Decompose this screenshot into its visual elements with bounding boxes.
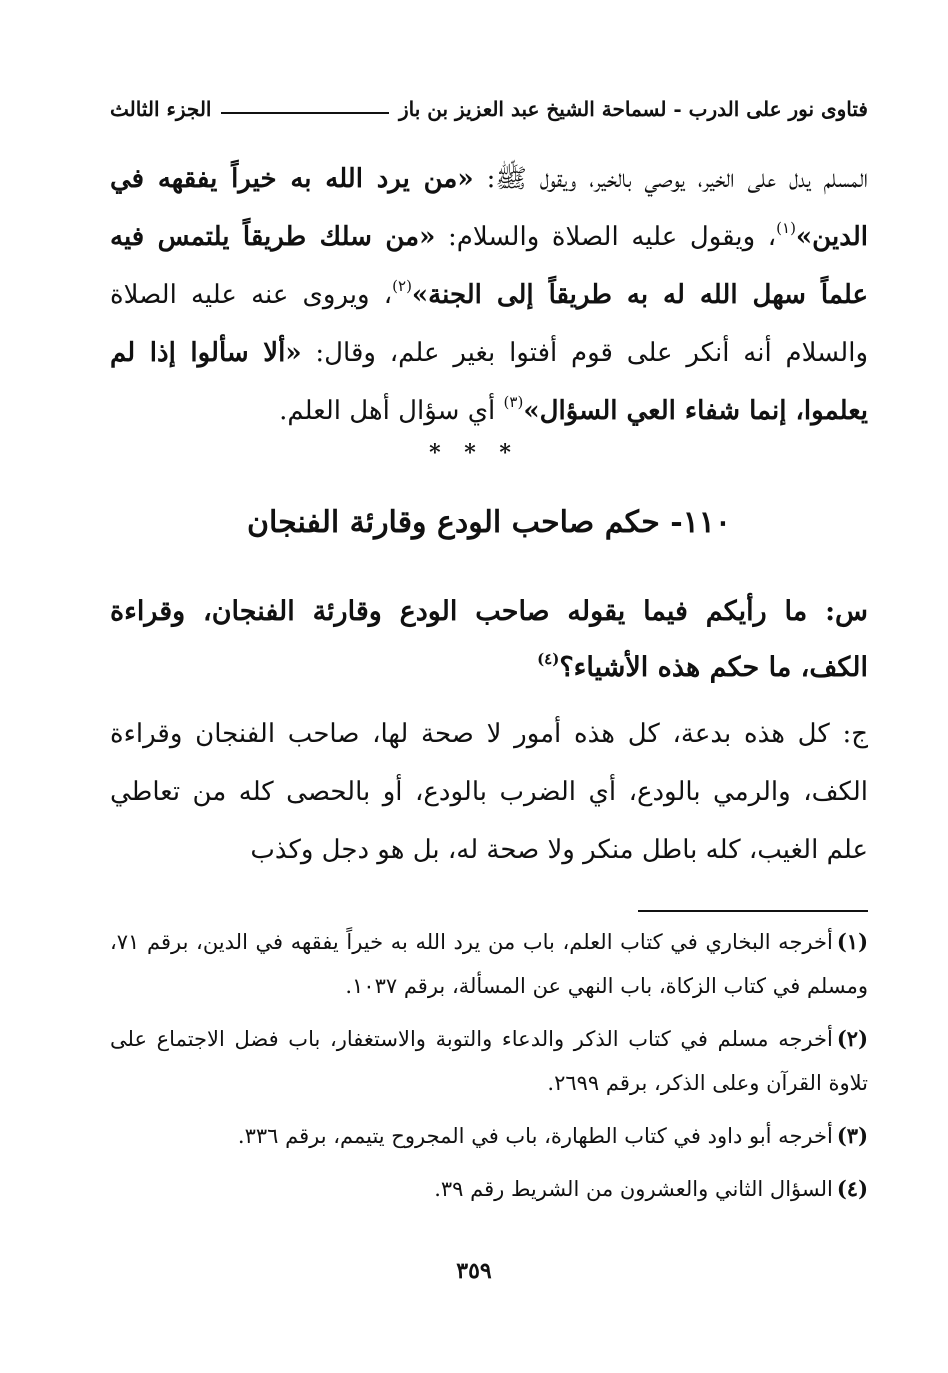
footnotes-list (110, 920, 868, 1220)
footnote-number: (١) (836, 929, 868, 954)
text-segment: ، ويروى عنه عليه الصلاة والسلام أنه أنكر على قوم أفتوا بغير علم، وقال: (110, 280, 868, 368)
section-separator: * * * (429, 440, 519, 466)
answer-text: ج: كل هذه بدعة، كل هذه أمور لا صحة لها، صاحب الفنجان وقراءة الكف، والرمي بالودع، أي الضرب بالودع، أو بالحصى كله من تعاطي علم الغيب، كله باطل منكر ولا صحة له، بل هو دجل وكذب (110, 719, 868, 865)
footnote-item (110, 1167, 868, 1211)
header-part: الجزء الثالث (110, 97, 212, 121)
text-segment: أي سؤال أهل العلم. (279, 396, 504, 426)
running-header (110, 92, 868, 126)
footnote-item (110, 1017, 868, 1105)
text-segment: ، ويقول عليه الصلاة والسلام: (435, 222, 777, 252)
footnote-ref: (٢) (392, 277, 412, 295)
header-rule (221, 112, 389, 114)
question-paragraph (110, 584, 868, 696)
section-title: ١١٠- حكم صاحب الودع وقارئة الفنجان (246, 505, 732, 540)
header-title: فتاوى نور على الدرب - لسماحة الشيخ عبد العزيز بن باز (399, 97, 868, 121)
top-paragraph (110, 150, 868, 440)
footnote-number: (٤) (836, 1176, 868, 1201)
footnote-ref: (١) (776, 219, 796, 237)
hadith-quote: «من سلك طريقاً يلتمس فيه علماً سهل الله له به طريقاً إلى الجنة» (110, 222, 868, 310)
footnote-ref: (٤) (537, 650, 560, 668)
footnote-number: (٣) (836, 1123, 868, 1148)
footnote-text: أخرجه البخاري في كتاب العلم، باب من يرد الله به خيراً يفقهه في الدين، برقم ٧١، ومسلم في كتاب الزكاة، باب النهي عن المسألة، برقم ١٠٣٧. (110, 930, 868, 998)
footnote-item (110, 1114, 868, 1158)
page-number: ٣٥٩ (456, 1258, 492, 1284)
answer-paragraph (110, 705, 868, 879)
footnote-text: السؤال الثاني والعشرون من الشريط رقم ٣٩. (434, 1177, 833, 1201)
footnote-number: (٢) (836, 1026, 868, 1051)
hadith-quote: «من يرد الله به خيراً يفقهه في الدين» (110, 164, 868, 252)
question-text: س: ما رأيكم فيما يقوله صاحب الودع وقارئة الفنجان، وقراءة الكف، ما حكم هذه الأشياء؟ (110, 596, 868, 683)
footnote-item (110, 920, 868, 1008)
footnote-text: أخرجه مسلم في كتاب الذكر والدعاء والتوبة والاستغفار، باب فضل الاجتماع على تلاوة القرآن وعلى الذكر، برقم ٢٦٩٩. (110, 1027, 868, 1095)
hadith-quote: «ألا سألوا إذا لم يعلموا، إنما شفاء العي السؤال» (110, 338, 868, 426)
footnote-divider (638, 910, 868, 912)
text-segment: المسلم يدل على الخير، يوصي بالخير، ويقول ﷺ: (473, 164, 869, 194)
footnote-ref: (٣) (503, 393, 524, 411)
footnote-text: أخرجه أبو داود في كتاب الطهارة، باب في المجروح يتيمم، برقم ٣٣٦. (237, 1124, 833, 1148)
